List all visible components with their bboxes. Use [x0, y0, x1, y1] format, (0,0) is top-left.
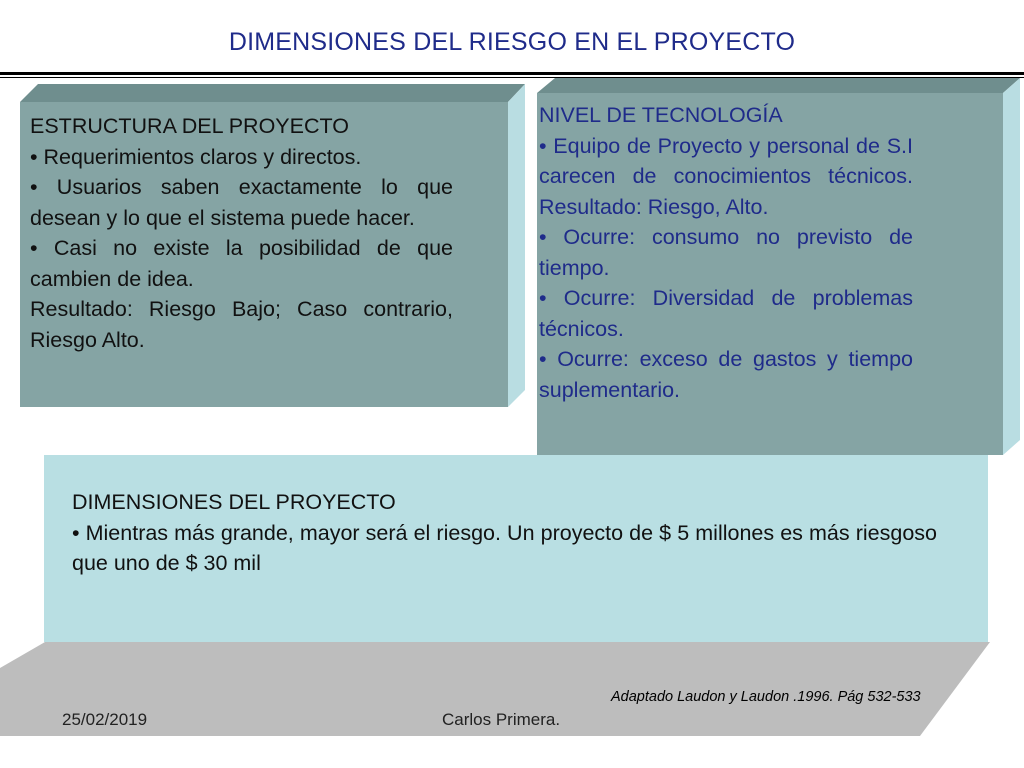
left-box-item: • Casi no existe la posibilidad de que cambien de idea.	[30, 236, 453, 291]
bottom-box-item: • Mientras más grande, mayor será el riesgo. Un proyecto de $ 5 millones es más riesgoso que uno de $ 30 mil	[72, 520, 937, 575]
title-rule-thick	[0, 72, 1024, 75]
right-box-item: • Ocurre: consumo no previsto de tiempo.	[539, 225, 913, 280]
left-box-content	[30, 111, 453, 355]
right-box-top	[537, 78, 1020, 93]
left-box-result: Resultado: Riesgo Bajo; Caso contrario, Riesgo Alto.	[30, 297, 453, 352]
title-rule-thin	[0, 77, 1024, 78]
right-box-content	[539, 100, 913, 405]
left-box-item: • Requerimientos claros y directos.	[30, 144, 362, 169]
right-box-item: • Equipo de Proyecto y personal de S.I carecen de conocimientos técnicos. Resultado: Riesgo, Alto.	[539, 133, 913, 219]
right-box-item: • Ocurre: Diversidad de problemas técnicos.	[539, 286, 913, 341]
footer-author: Carlos Primera.	[442, 710, 561, 729]
right-box-heading: NIVEL DE TECNOLOGÍA	[539, 103, 783, 127]
footer-date: 25/02/2019	[62, 710, 148, 729]
bottom-box-heading: DIMENSIONES DEL PROYECTO	[72, 490, 396, 514]
left-box-heading: ESTRUCTURA DEL PROYECTO	[30, 114, 349, 138]
left-box-side	[508, 84, 525, 407]
left-box-top	[20, 84, 525, 102]
right-box-side	[1003, 78, 1020, 455]
right-box-item: • Ocurre: exceso de gastos y tiempo suplementario.	[539, 347, 913, 402]
slide-title: DIMENSIONES DEL RIESGO EN EL PROYECTO	[228, 28, 796, 56]
bottom-box-content	[72, 487, 937, 579]
left-box-item: • Usuarios saben exactamente lo que desean y lo que el sistema puede hacer.	[30, 175, 453, 230]
citation: Adaptado Laudon y Laudon .1996. Pág 532-533	[611, 689, 921, 705]
